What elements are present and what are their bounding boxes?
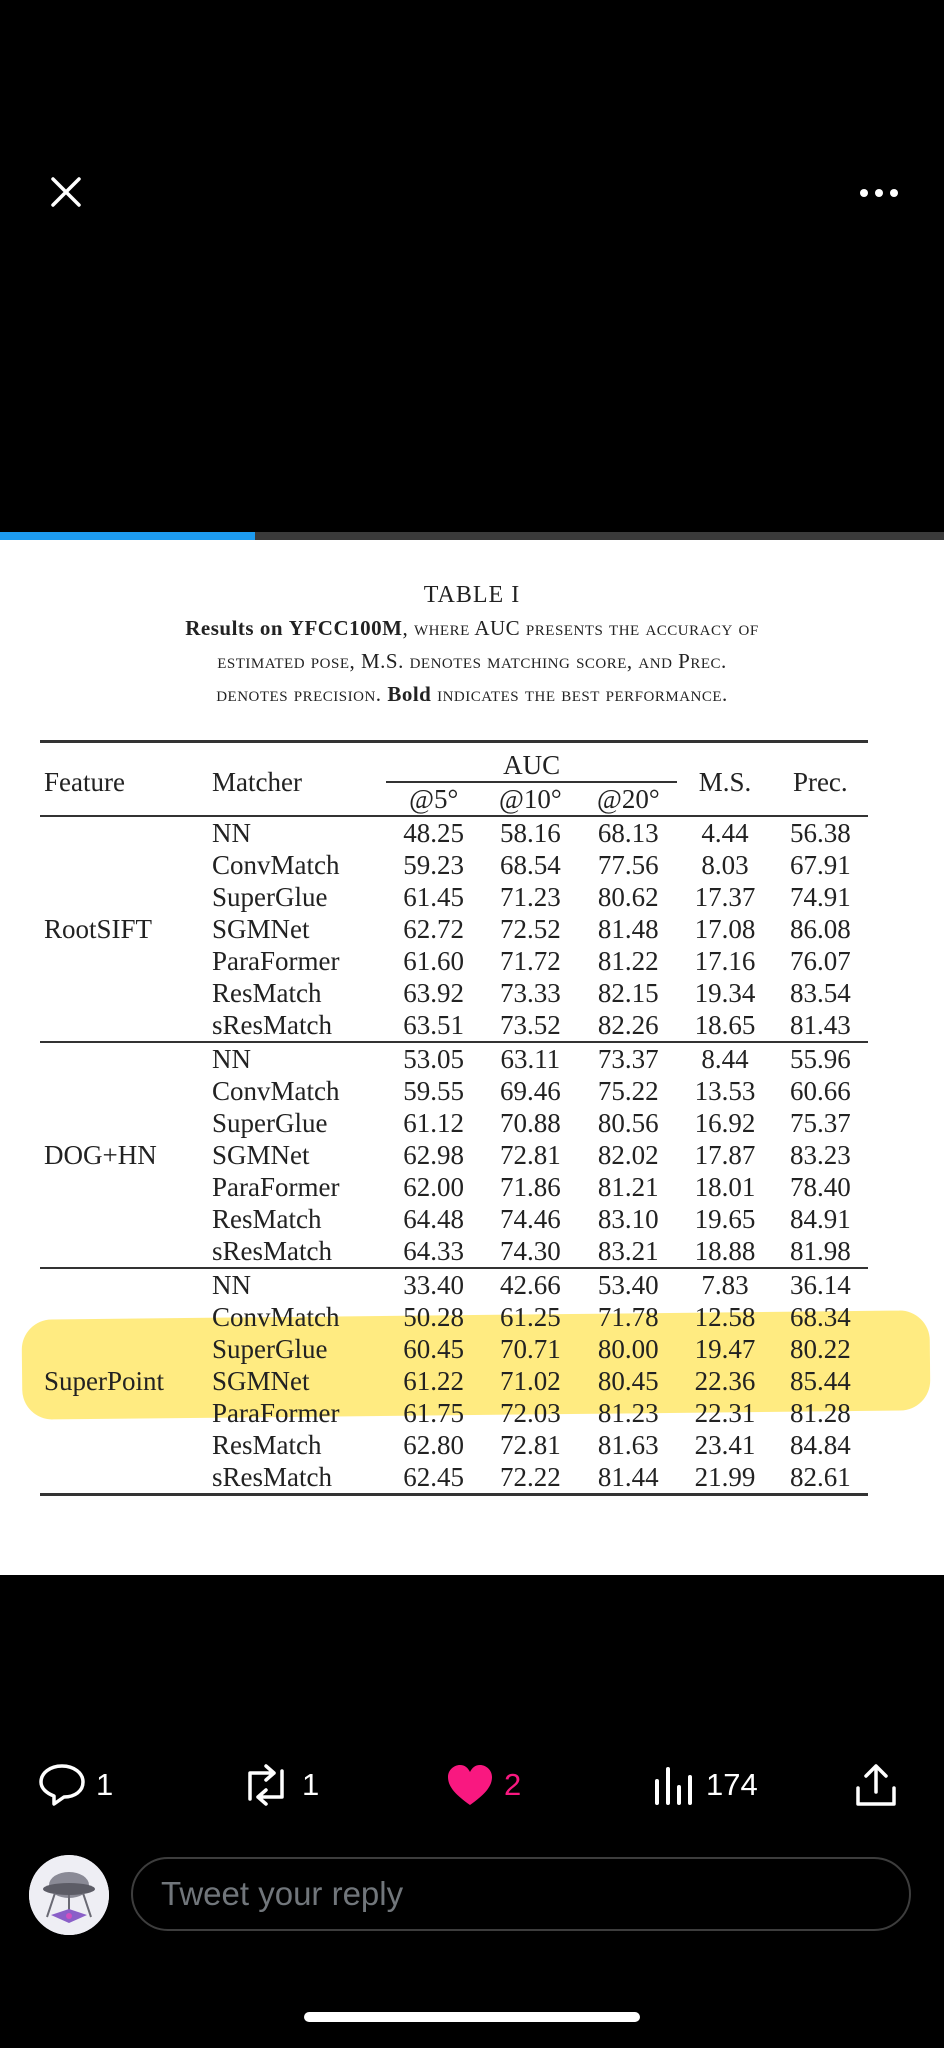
value-cell-ms: 22.36 (694, 1366, 756, 1396)
value-cell-a20: 71.78 (597, 1302, 659, 1332)
value-cell-a10: 72.22 (499, 1462, 561, 1492)
value-cell-a10: 73.52 (499, 1010, 561, 1040)
value-cell-prec: 78.40 (789, 1172, 851, 1202)
value-cell-ms: 18.65 (694, 1010, 756, 1040)
value-cell-prec: 84.91 (789, 1204, 851, 1234)
table-header-row (40, 742, 868, 783)
value-cell-prec: 82.61 (789, 1462, 851, 1492)
matcher-cell: ConvMatch (212, 1076, 340, 1106)
value-cell-prec: 68.34 (789, 1302, 851, 1332)
table-row (40, 816, 868, 849)
value-cell-prec: 83.54 (789, 978, 851, 1008)
value-cell-a20: 80.45 (597, 1366, 659, 1396)
value-cell-ms: 8.44 (701, 1044, 749, 1074)
value-cell-ms: 12.58 (694, 1302, 756, 1332)
matcher-cell: NN (212, 1044, 251, 1074)
value-cell-ms: 4.44 (701, 818, 749, 848)
value-cell-a10: 71.72 (499, 946, 561, 976)
value-cell-a5: 61.22 (403, 1366, 465, 1396)
repost-button[interactable] (240, 1750, 319, 1820)
like-button[interactable] (446, 1750, 521, 1820)
value-cell-a5: 63.92 (403, 978, 465, 1008)
reply-count: 1 (96, 1767, 114, 1802)
share-icon (854, 1762, 898, 1808)
value-cell-ms: 18.01 (694, 1172, 756, 1202)
value-cell-a5: 61.12 (403, 1108, 465, 1138)
reply-input[interactable] (131, 1857, 911, 1931)
media-progress-fill (0, 532, 255, 540)
header-auc: AUC (503, 750, 561, 780)
matcher-cell: NN (212, 818, 251, 848)
like-count: 2 (504, 1767, 522, 1802)
value-cell-ms: 17.37 (694, 882, 756, 912)
value-cell-a20: 82.15 (597, 978, 659, 1008)
value-cell-a20: 81.44 (597, 1462, 659, 1492)
value-cell-ms: 8.03 (701, 850, 749, 880)
heart-icon (446, 1764, 494, 1806)
value-cell-prec: 67.91 (789, 850, 851, 880)
value-cell-ms: 21.99 (694, 1462, 756, 1492)
matcher-cell: ParaFormer (212, 1172, 340, 1202)
value-cell-prec: 86.08 (789, 914, 851, 944)
value-cell-a5: 59.23 (403, 850, 465, 880)
value-cell-a20: 80.62 (597, 882, 659, 912)
value-cell-prec: 80.22 (789, 1334, 851, 1364)
value-cell-a10: 72.81 (499, 1140, 561, 1170)
matcher-cell: SGMNet (212, 1366, 310, 1396)
value-cell-a10: 74.46 (499, 1204, 561, 1234)
value-cell-prec: 81.98 (789, 1236, 851, 1266)
value-cell-a10: 73.33 (499, 978, 561, 1008)
caption-line-1: Results on YFCC100M, where AUC presents the accuracy of (185, 616, 759, 640)
table-title: TABLE I (423, 582, 521, 608)
caption-line-3: denotes precision. Bold indicates the best performance. (216, 682, 728, 706)
value-cell-a5: 53.05 (403, 1044, 465, 1074)
value-cell-a5: 61.45 (403, 882, 465, 912)
matcher-cell: sResMatch (212, 1236, 332, 1266)
table-row (40, 1042, 868, 1075)
matcher-cell: NN (212, 1270, 251, 1300)
header-auc10: @10° (481, 782, 579, 816)
value-cell-a5: 62.98 (403, 1140, 465, 1170)
value-cell-a20: 82.26 (597, 1010, 659, 1040)
more-horizontal-icon (859, 188, 899, 198)
table-row (40, 1268, 868, 1301)
value-cell-ms: 22.31 (694, 1398, 756, 1428)
header-ms: M.S. (698, 767, 752, 797)
value-cell-prec: 85.44 (789, 1366, 851, 1396)
value-cell-a20: 83.10 (597, 1204, 659, 1234)
value-cell-ms: 16.92 (694, 1108, 756, 1138)
share-button[interactable] (854, 1750, 898, 1820)
header-auc5: @5° (386, 782, 481, 816)
value-cell-prec: 81.43 (789, 1010, 851, 1040)
value-cell-a10: 71.02 (499, 1366, 561, 1396)
matcher-cell: sResMatch (212, 1462, 332, 1492)
value-cell-a10: 71.23 (499, 882, 561, 912)
value-cell-a5: 50.28 (403, 1302, 465, 1332)
header-matcher: Matcher (212, 767, 302, 797)
value-cell-a20: 82.02 (597, 1140, 659, 1170)
value-cell-a5: 48.25 (403, 818, 465, 848)
table-caption (20, 612, 924, 711)
value-cell-a20: 53.40 (597, 1270, 659, 1300)
reply-icon (38, 1762, 86, 1808)
feature-cell: RootSIFT (44, 914, 153, 944)
matcher-cell: SuperGlue (212, 1334, 328, 1364)
value-cell-a10: 61.25 (499, 1302, 561, 1332)
value-cell-a5: 62.00 (403, 1172, 465, 1202)
matcher-cell: ParaFormer (212, 946, 340, 976)
value-cell-ms: 17.16 (694, 946, 756, 976)
matcher-cell: ResMatch (212, 978, 322, 1008)
header-feature: Feature (44, 767, 125, 797)
value-cell-a10: 63.11 (500, 1044, 561, 1074)
table-body (40, 816, 868, 1495)
tweet-actions (0, 1750, 944, 1820)
matcher-cell: SGMNet (212, 1140, 310, 1170)
matcher-cell: SuperGlue (212, 882, 328, 912)
matcher-cell: ConvMatch (212, 850, 340, 880)
views-count: 174 (706, 1767, 758, 1802)
value-cell-a5: 59.55 (403, 1076, 465, 1106)
matcher-cell: ParaFormer (212, 1398, 340, 1428)
value-cell-prec: 83.23 (789, 1140, 851, 1170)
value-cell-ms: 19.65 (694, 1204, 756, 1234)
reply-button[interactable] (38, 1750, 113, 1820)
value-cell-prec: 76.07 (789, 946, 851, 976)
value-cell-ms: 17.87 (694, 1140, 756, 1170)
matcher-cell: sResMatch (212, 1010, 332, 1040)
value-cell-prec: 81.28 (789, 1398, 851, 1428)
value-cell-prec: 60.66 (789, 1076, 851, 1106)
value-cell-a10: 74.30 (499, 1236, 561, 1266)
tweet-image[interactable] (0, 540, 944, 1575)
value-cell-a10: 71.86 (499, 1172, 561, 1202)
value-cell-a5: 61.60 (403, 946, 465, 976)
value-cell-a20: 81.21 (597, 1172, 659, 1202)
value-cell-prec: 75.37 (789, 1108, 851, 1138)
value-cell-ms: 18.88 (694, 1236, 756, 1266)
more-options-button[interactable] (854, 175, 904, 211)
value-cell-a20: 81.23 (597, 1398, 659, 1428)
close-button[interactable] (44, 170, 88, 214)
value-cell-a10: 42.66 (499, 1270, 561, 1300)
value-cell-a10: 70.71 (499, 1334, 561, 1364)
matcher-cell: ConvMatch (212, 1302, 340, 1332)
avatar[interactable] (29, 1855, 109, 1935)
value-cell-a10: 72.03 (499, 1398, 561, 1428)
value-cell-prec: 74.91 (789, 882, 851, 912)
value-cell-a5: 60.45 (403, 1334, 465, 1364)
value-cell-ms: 19.47 (694, 1334, 756, 1364)
value-cell-a5: 62.45 (403, 1462, 465, 1492)
reply-placeholder: Tweet your reply (161, 1875, 404, 1912)
value-cell-ms: 13.53 (694, 1076, 756, 1106)
value-cell-prec: 56.38 (789, 818, 851, 848)
value-cell-ms: 23.41 (694, 1430, 756, 1460)
value-cell-a10: 72.52 (499, 914, 561, 944)
header-auc20: @20° (579, 782, 677, 816)
spaceship-avatar-icon (29, 1855, 109, 1935)
value-cell-a5: 62.80 (403, 1430, 465, 1460)
value-cell-ms: 17.08 (694, 914, 756, 944)
value-cell-prec: 84.84 (789, 1430, 851, 1460)
value-cell-a20: 68.13 (597, 818, 659, 848)
value-cell-a20: 83.21 (597, 1236, 659, 1266)
value-cell-a5: 62.72 (403, 914, 465, 944)
header-prec: Prec. (792, 767, 848, 797)
value-cell-a5: 64.48 (403, 1204, 465, 1234)
value-cell-a20: 80.56 (597, 1108, 659, 1138)
media-progress-bar (0, 532, 944, 540)
repost-count: 1 (302, 1767, 320, 1802)
matcher-cell: ResMatch (212, 1204, 322, 1234)
value-cell-a10: 69.46 (499, 1076, 561, 1106)
value-cell-a20: 81.22 (597, 946, 659, 976)
matcher-cell: SGMNet (212, 914, 310, 944)
matcher-cell: SuperGlue (212, 1108, 328, 1138)
value-cell-a20: 80.00 (597, 1334, 659, 1364)
value-cell-a20: 81.48 (597, 914, 659, 944)
value-cell-a5: 33.40 (403, 1270, 465, 1300)
value-cell-a5: 61.75 (403, 1398, 465, 1428)
value-cell-a10: 68.54 (499, 850, 561, 880)
value-cell-prec: 55.96 (789, 1044, 851, 1074)
value-cell-a10: 70.88 (499, 1108, 561, 1138)
views-button[interactable] (652, 1750, 758, 1820)
feature-cell: SuperPoint (44, 1366, 165, 1396)
value-cell-a20: 81.63 (597, 1430, 659, 1460)
value-cell-ms: 7.83 (701, 1270, 749, 1300)
value-cell-a5: 63.51 (403, 1010, 465, 1040)
close-icon (49, 175, 83, 209)
matcher-cell: ResMatch (212, 1430, 322, 1460)
views-icon (652, 1763, 696, 1807)
repost-icon (240, 1763, 292, 1807)
value-cell-a20: 73.37 (597, 1044, 659, 1074)
value-cell-prec: 36.14 (789, 1270, 851, 1300)
value-cell-a10: 58.16 (499, 818, 561, 848)
value-cell-a20: 77.56 (597, 850, 659, 880)
value-cell-a20: 75.22 (597, 1076, 659, 1106)
value-cell-a5: 64.33 (403, 1236, 465, 1266)
value-cell-a10: 72.81 (499, 1430, 561, 1460)
results-table (40, 740, 868, 1496)
caption-line-2: estimated pose, M.S. denotes matching score, and Prec. (217, 649, 727, 673)
reply-composer (0, 1855, 944, 1935)
home-indicator[interactable] (304, 2012, 640, 2022)
value-cell-ms: 19.34 (694, 978, 756, 1008)
feature-cell: DOG+HN (44, 1140, 157, 1170)
